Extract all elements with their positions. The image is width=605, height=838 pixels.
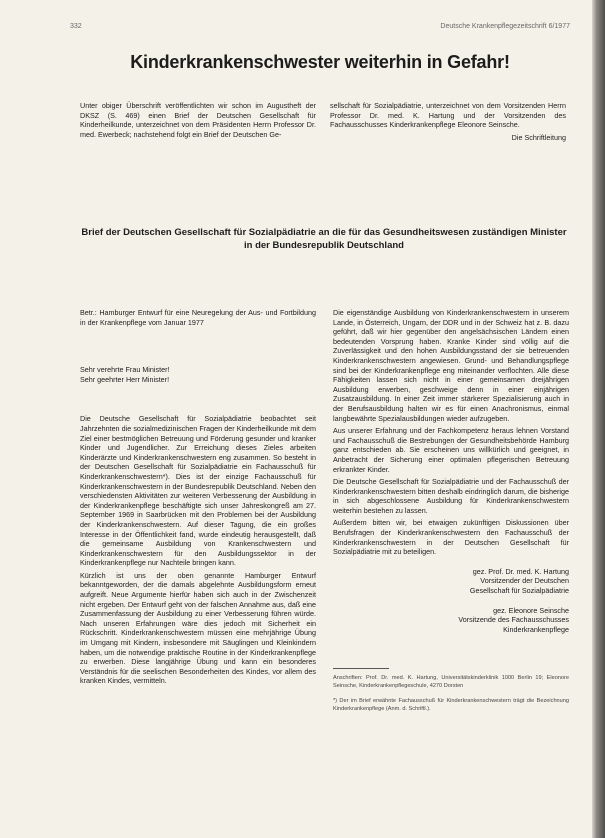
signature-seinsche — [333, 606, 569, 635]
footnote-note: *) Der im Brief erwähnte Fachausschuß für Kinderkrankenschwestern trägt die Bezeichnung Kinderkrankenpflege (Anm. d. Schriftl.). — [333, 698, 569, 712]
signature-line: Vorsitzender der Deutschen — [480, 576, 569, 586]
intro-left-column — [80, 101, 316, 142]
editor-signature: Die Schriftleitung — [511, 132, 566, 142]
signature-hartung — [333, 567, 569, 596]
journal-header: Deutsche Krankenpflegezeitschrift 6/1977 — [440, 23, 570, 30]
signature-line: gez. Prof. Dr. med. K. Hartung — [472, 566, 569, 576]
page-number: 332 — [70, 23, 82, 30]
signature-line: gez. Eleonore Seinsche — [493, 605, 569, 615]
scan-page-edge — [592, 0, 605, 838]
letter-heading: Brief der Deutschen Gesellschaft für Sozialpädiatrie an die für das Gesundheitswesen zuständigen Minister in der Bundesrepublik Deutschland — [81, 227, 567, 251]
intro-right-column — [330, 101, 566, 145]
letter-left-column — [80, 308, 316, 689]
intro-text-right: sellschaft für Sozialpädiatrie, unterzeichnet von dem Vorsitzenden Herrn Professor Dr. med. K. Hartung und der Vorsitzenden des Fachausschusses Kinderkrankenpflege Eleonore Seinsche. — [330, 101, 566, 130]
article-title: Kinderkrankenschwester weiterhin in Gefahr! — [130, 52, 510, 72]
signature-line: Gesellschaft für Sozialpädiatrie — [469, 586, 569, 596]
letter-paragraph: Außerdem bitten wir, bei etwaigen zukünftigen Diskussionen über Berufsfragen der Kinderkrankenschwestern den Fachausschuß der Kinderkrankenschwestern in der Deutschen Gesellschaft für Sozialpädiatrie mit zu beteiligen. — [333, 518, 569, 557]
signature-line: Kinderkrankenpflege — [503, 624, 569, 634]
footnote-addresses: Anschriften: Prof. Dr. med. K. Hartung, Universitätskinderklinik 1000 Berlin 19; Eleonore Seinsche, Kinderkrankenpflegeschule, 4270 Dorsten — [333, 675, 569, 689]
signature-line: Vorsitzende des Fachausschusses — [458, 615, 569, 625]
letter-paragraph: Aus unserer Erfahrung und der Fachkompetenz heraus lehnen Vorstand und Fachausschuß die Bestrebungen der Gesundheitsbehörde Hamburg ganz entschieden ab. Sie erscheinen uns willkürlich und geeignet, in Anbetracht der Sicherung einer optimalen pflegerischen Betreuung erkrankter Kinder. — [333, 426, 569, 474]
letter-paragraph: Die Deutsche Gesellschaft für Sozialpädiatrie und der Fachausschuß der Kinderkrankenschwestern bitten deshalb eindringlich darum, die bisherige in sich abgeschlossene Ausbildung für Kinderkrankenschwestern weiterhin bestehen zu lassen. — [333, 477, 569, 515]
salutation-1: Sehr verehrte Frau Minister! — [80, 365, 170, 375]
letter-paragraph: Kürzlich ist uns der oben genannte Hamburger Entwurf bekanntgeworden, der die damals abgelehnte Ausbildungsform erneut aufgreift. Neue Argumente hierfür haben sich auch in der Zwischenzeit nicht ergeben. Der Entwurf geht von der falschen Annahme aus, daß eine Zusammenfassung der Ausbildung zu einer Verbesserung führen würde. Nach unseren Erfahrungen wäre dies jedoch mit Sicherheit ein Rückschritt. Kinderkrankenschwestern müssen eine mehrjährige Übung im Umgang mit Kindern, insbesondere mit Säuglingen und Kleinkindern haben, um die notwendige praktische Routine in der Kinderkrankenpflege zu erwerben. Diese langjährige Übung und kann ein besonderes Verständnis für die seelischen Besonderheiten des Kindes, vor allem des kranken Kindes, vermitteln. — [80, 570, 316, 686]
letter-paragraph: Die Deutsche Gesellschaft für Sozialpädiatrie beobachtet seit Jahrzehnten die sozialmedizinischen Fragen der Kinderheilkunde mit dem Ziel einer bestmöglichen Betreuung und Förderung gesunder und kranker Kinder und Jugendlicher. Zur Erreichung dieses Zieles arbeiten Kinderärzte und Kinderkrankenschwestern eng zusammen. So besteht in der Deutschen Gesellschaft für Sozialpädiatrie ein Fachausschuß für Kinderkrankenschwestern*). Dies ist der einzige Fachausschuß für Kinderkrankenschwestern in der Bundesrepublik Deutschland. Neben den verschiedensten Aktivitäten zur weiteren Verbesserung der Ausbildung in der Kinderkrankenpflege beschäftigte sich unser Jahreskongreß am 27. September 1969 in Saarbrücken mit den Problemen bei der Ausbildung der Kinderkrankenschwestern. Auf dieser Tagung, die ein großes Interesse in der Öffentlichkeit fand, wurde eindeutig herausgestellt, daß die gemeinsame Ausbildung von Krankenschwestern und Kinderkrankenschwestern für den Ausbildungssektor in der Kinderkrankenpflege nur Nachteile bringen kann. — [80, 414, 316, 568]
intro-text-left: Unter obiger Überschrift veröffentlichten wir schon im Augustheft der DKSZ (S. 469) einen Brief der Deutschen Gesellschaft für Kinderheilkunde, unterzeichnet von dem Präsidenten Herrn Professor Dr. med. Ewerbeck; nachstehend folgt ein Brief der Deutschen Ge- — [80, 101, 316, 139]
letter-subject: Betr.: Hamburger Entwurf für eine Neuregelung der Aus- und Fortbildung in der Krankenpflege vom Januar 1977 — [80, 308, 316, 327]
footnotes — [333, 675, 569, 713]
salutation-2: Sehr geehrter Herr Minister! — [80, 374, 170, 384]
footnote-divider — [333, 668, 389, 669]
letter-paragraph: Die eigenständige Ausbildung von Kinderkrankenschwestern in unserem Lande, in Österreich, Ungarn, der DDR und in der Schweiz hat z. B. dazu geführt, daß wir hier gegenüber den angelsächsischen Ländern einen bedeutenden Vorsprung haben. Kranke Kinder sind völlig auf die Zuverlässigkeit und den hohen Ausbildungsstand der sie betreuenden Kinderkrankenschwestern angewiesen. Grund- und Behandlungspflege sind bei der Kinderkrankenpflege eng miteinander verflochten. Alle diese Fähigkeiten lassen sich nicht in einer gemeinsamen dreijährigen Ausbildung erwerben, geschweige denn in einer einjährigen Zusatzausbildung. In einer Zeit immer stärkerer Spezialisierung auch in der Berufsausbildung halten wir es für einen Anachronismus, einmal langbewährte Spezialausbildungen wieder aufzugeben. — [333, 308, 569, 423]
letter-right-column — [333, 308, 569, 721]
